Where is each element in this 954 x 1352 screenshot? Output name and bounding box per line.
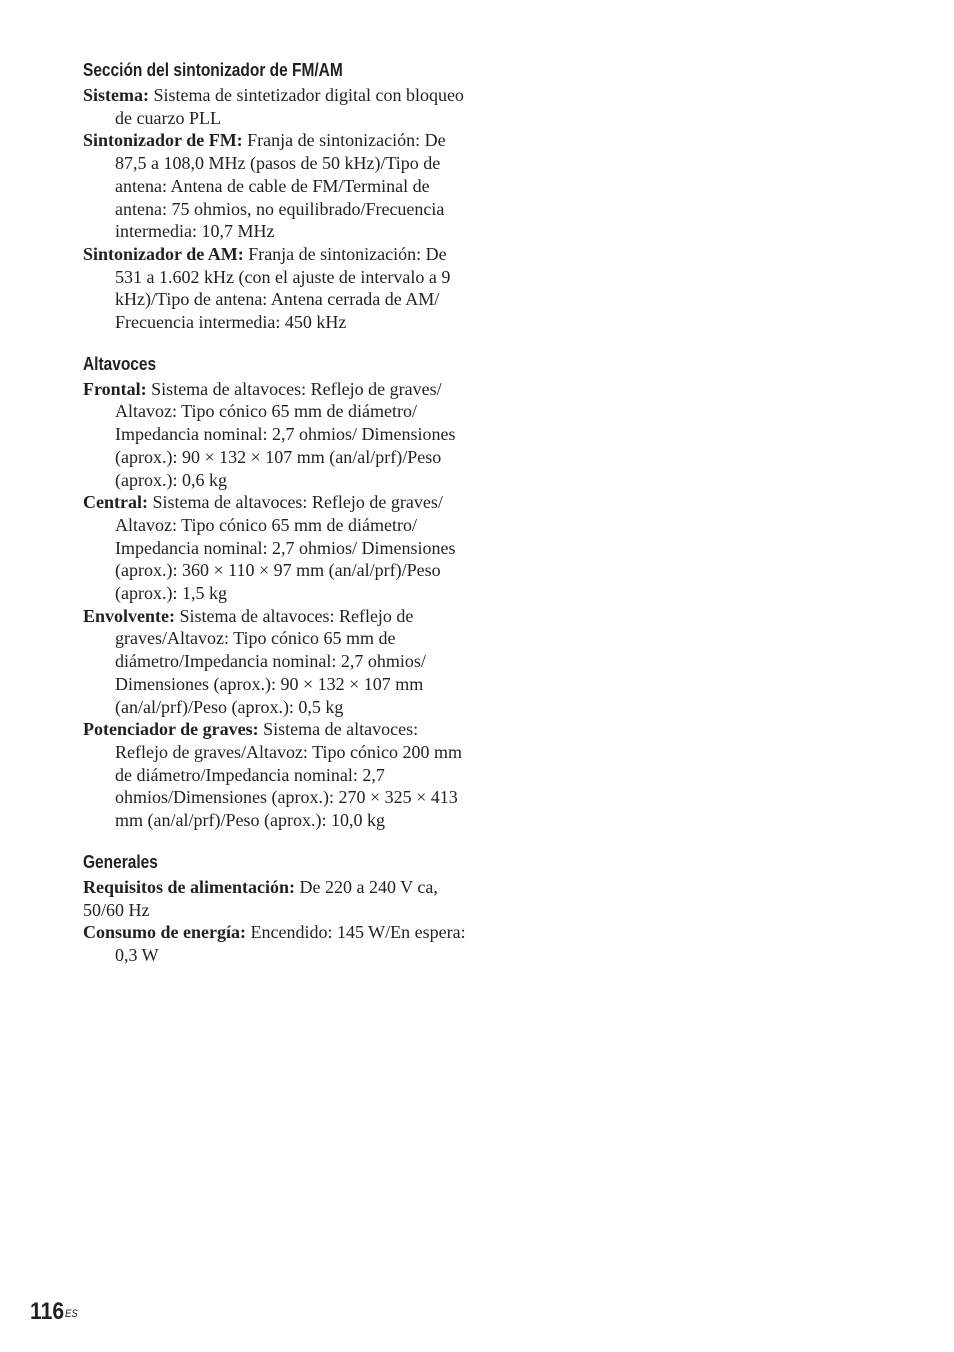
spec-value: Sistema de altavoces: Reflejo de graves/Altavoz: Tipo cónico 200 mm de diámetro/Impedancia nominal: 2,7 ohmios/Dimensiones (aprox.): 270 × 325 × 413 mm (an/al/prf)/Peso (aprox.): 10,0 kg xyxy=(115,719,462,831)
page-number xyxy=(30,1298,78,1326)
spec-value: Sistema de altavoces: Reflejo de graves/ Altavoz: Tipo cónico 65 mm de diámetro/ Impedancia nominal: 2,7 ohmios/ Dimensiones (aprox.): 360 × 110 × 97 mm (an/al/prf)/Peso (aprox.): 1,5 kg xyxy=(115,492,456,604)
section-speakers xyxy=(83,352,473,832)
section-tuner xyxy=(83,58,473,334)
spec-term: Frontal: xyxy=(83,378,147,399)
page-number-value: 116 xyxy=(30,1298,65,1325)
spec-value: Franja de sintonización: De 531 a 1.602 kHz (con el ajuste de intervalo a 9 kHz)/Tipo de antena: Antena cerrada de AM/ Frecuencia intermedia: 450 kHz xyxy=(115,243,451,333)
spec-term: Central: xyxy=(83,492,148,513)
section-general xyxy=(83,850,473,967)
spec-entry-power-requirements xyxy=(83,876,473,921)
spec-value: Encendido: 145 W/En espera: 0,3 W xyxy=(115,922,466,965)
spec-value: Sistema de altavoces: Reflejo de graves/Altavoz: Tipo cónico 65 mm de diámetro/Impedancia nominal: 2,7 ohmios/ Dimensiones (aprox.): 90 × 132 × 107 mm (an/al/prf)/Peso (aprox.): 0,5 kg xyxy=(115,605,426,717)
spec-term: Sintonizador de AM: xyxy=(83,243,244,264)
section-heading: Generales xyxy=(83,851,158,872)
spec-term: Envolvente: xyxy=(83,605,175,626)
spec-entry-front xyxy=(83,378,473,492)
section-heading: Sección del sintonizador de FM/AM xyxy=(83,60,343,80)
spec-term: Sintonizador de FM: xyxy=(83,130,243,151)
spec-term: Sistema: xyxy=(83,85,149,105)
spec-term: Consumo de energía: xyxy=(83,922,246,943)
spec-term: Requisitos de alimentación: xyxy=(83,876,296,897)
spec-value: Franja de sintonización: De 87,5 a 108,0 MHz (pasos de 50 kHz)/Tipo de antena: Antena de cable de FM/Terminal de antena: 75 ohmios, no equilibrado/Frecuencia intermedia: 10,7 MHz xyxy=(115,130,446,242)
spec-value: De 220 a 240 V ca, 50/60 Hz xyxy=(83,876,438,920)
spec-entry-subwoofer xyxy=(83,718,473,832)
spec-value: Sistema de altavoces: Reflejo de graves/ Altavoz: Tipo cónico 65 mm de diámetro/ Impedancia nominal: 2,7 ohmios/ Dimensiones (aprox.): 90 × 132 × 107 mm (an/al/prf)/Peso (aprox.): 0,6 kg xyxy=(115,378,456,490)
spec-entry-system xyxy=(83,84,473,129)
spec-entry-surround xyxy=(83,605,473,719)
section-heading: Altavoces xyxy=(83,353,157,374)
spec-term: Potenciador de graves: xyxy=(83,719,259,740)
spec-entry-fm-tuner xyxy=(83,129,473,243)
spec-value: Sistema de sintetizador digital con bloqueo de cuarzo PLL xyxy=(115,85,464,128)
language-code: ES xyxy=(64,1308,78,1320)
spec-entry-center xyxy=(83,491,473,605)
spec-column xyxy=(83,58,473,967)
spec-entry-power-consumption xyxy=(83,921,473,966)
spec-entry-am-tuner xyxy=(83,243,473,334)
